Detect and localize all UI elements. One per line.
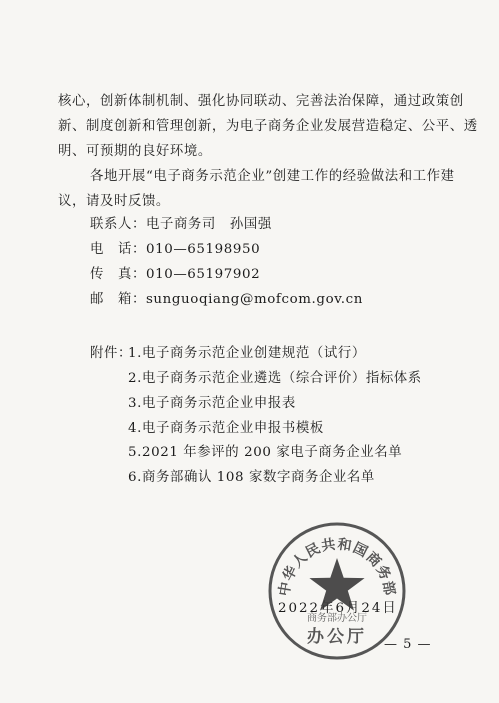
page-number: — 5 — [384,637,432,652]
contact-fax: 传 真：010—65197902 [90,267,261,282]
attachments-prefix: 附件： [90,346,132,361]
body-line-5: 议，请及时反馈。 [58,194,170,209]
contact-email: 邮 箱：sunguoqiang@mofcom.gov.cn [90,292,363,307]
body-line-4: 各地开展“电子商务示范企业”创建工作的经验做法和工作建 [90,169,455,184]
seal-center-text: 办公厅 [307,627,367,647]
contact-phone: 电 话：010—65198950 [90,242,261,257]
seal-ring-text: 中华人民共和国商务部 [276,536,398,598]
attachment-item-3: 3.电子商务示范企业申报表 [128,396,296,411]
body-line-2: 新、制度创新和管理创新，为电子商务企业发展营造稳定、公平、透 [58,119,478,134]
issue-date: 2022年6月24日 [278,601,398,616]
contact-person: 联系人：电子商务司 孙国强 [90,217,272,232]
attachment-item-6: 6.商务部确认 108 家数字商务企业名单 [128,470,375,485]
body-line-1: 核心，创新体制机制、强化协同联动、完善法治保障，通过政策创 [58,94,464,109]
attachment-item-2: 2.电子商务示范企业遴选（综合评价）指标体系 [128,371,422,386]
attachment-item-4: 4.电子商务示范企业申报书模板 [128,421,324,436]
body-line-3: 明、可预期的良好环境。 [58,144,212,159]
attachment-item-1: 1.电子商务示范企业创建规范（试行） [128,346,366,361]
seal-inner-text: 商务部办公厅 [307,613,367,624]
attachment-item-5: 5.2021 年参评的 200 家电子商务企业名单 [128,445,403,460]
star-icon [309,558,364,611]
